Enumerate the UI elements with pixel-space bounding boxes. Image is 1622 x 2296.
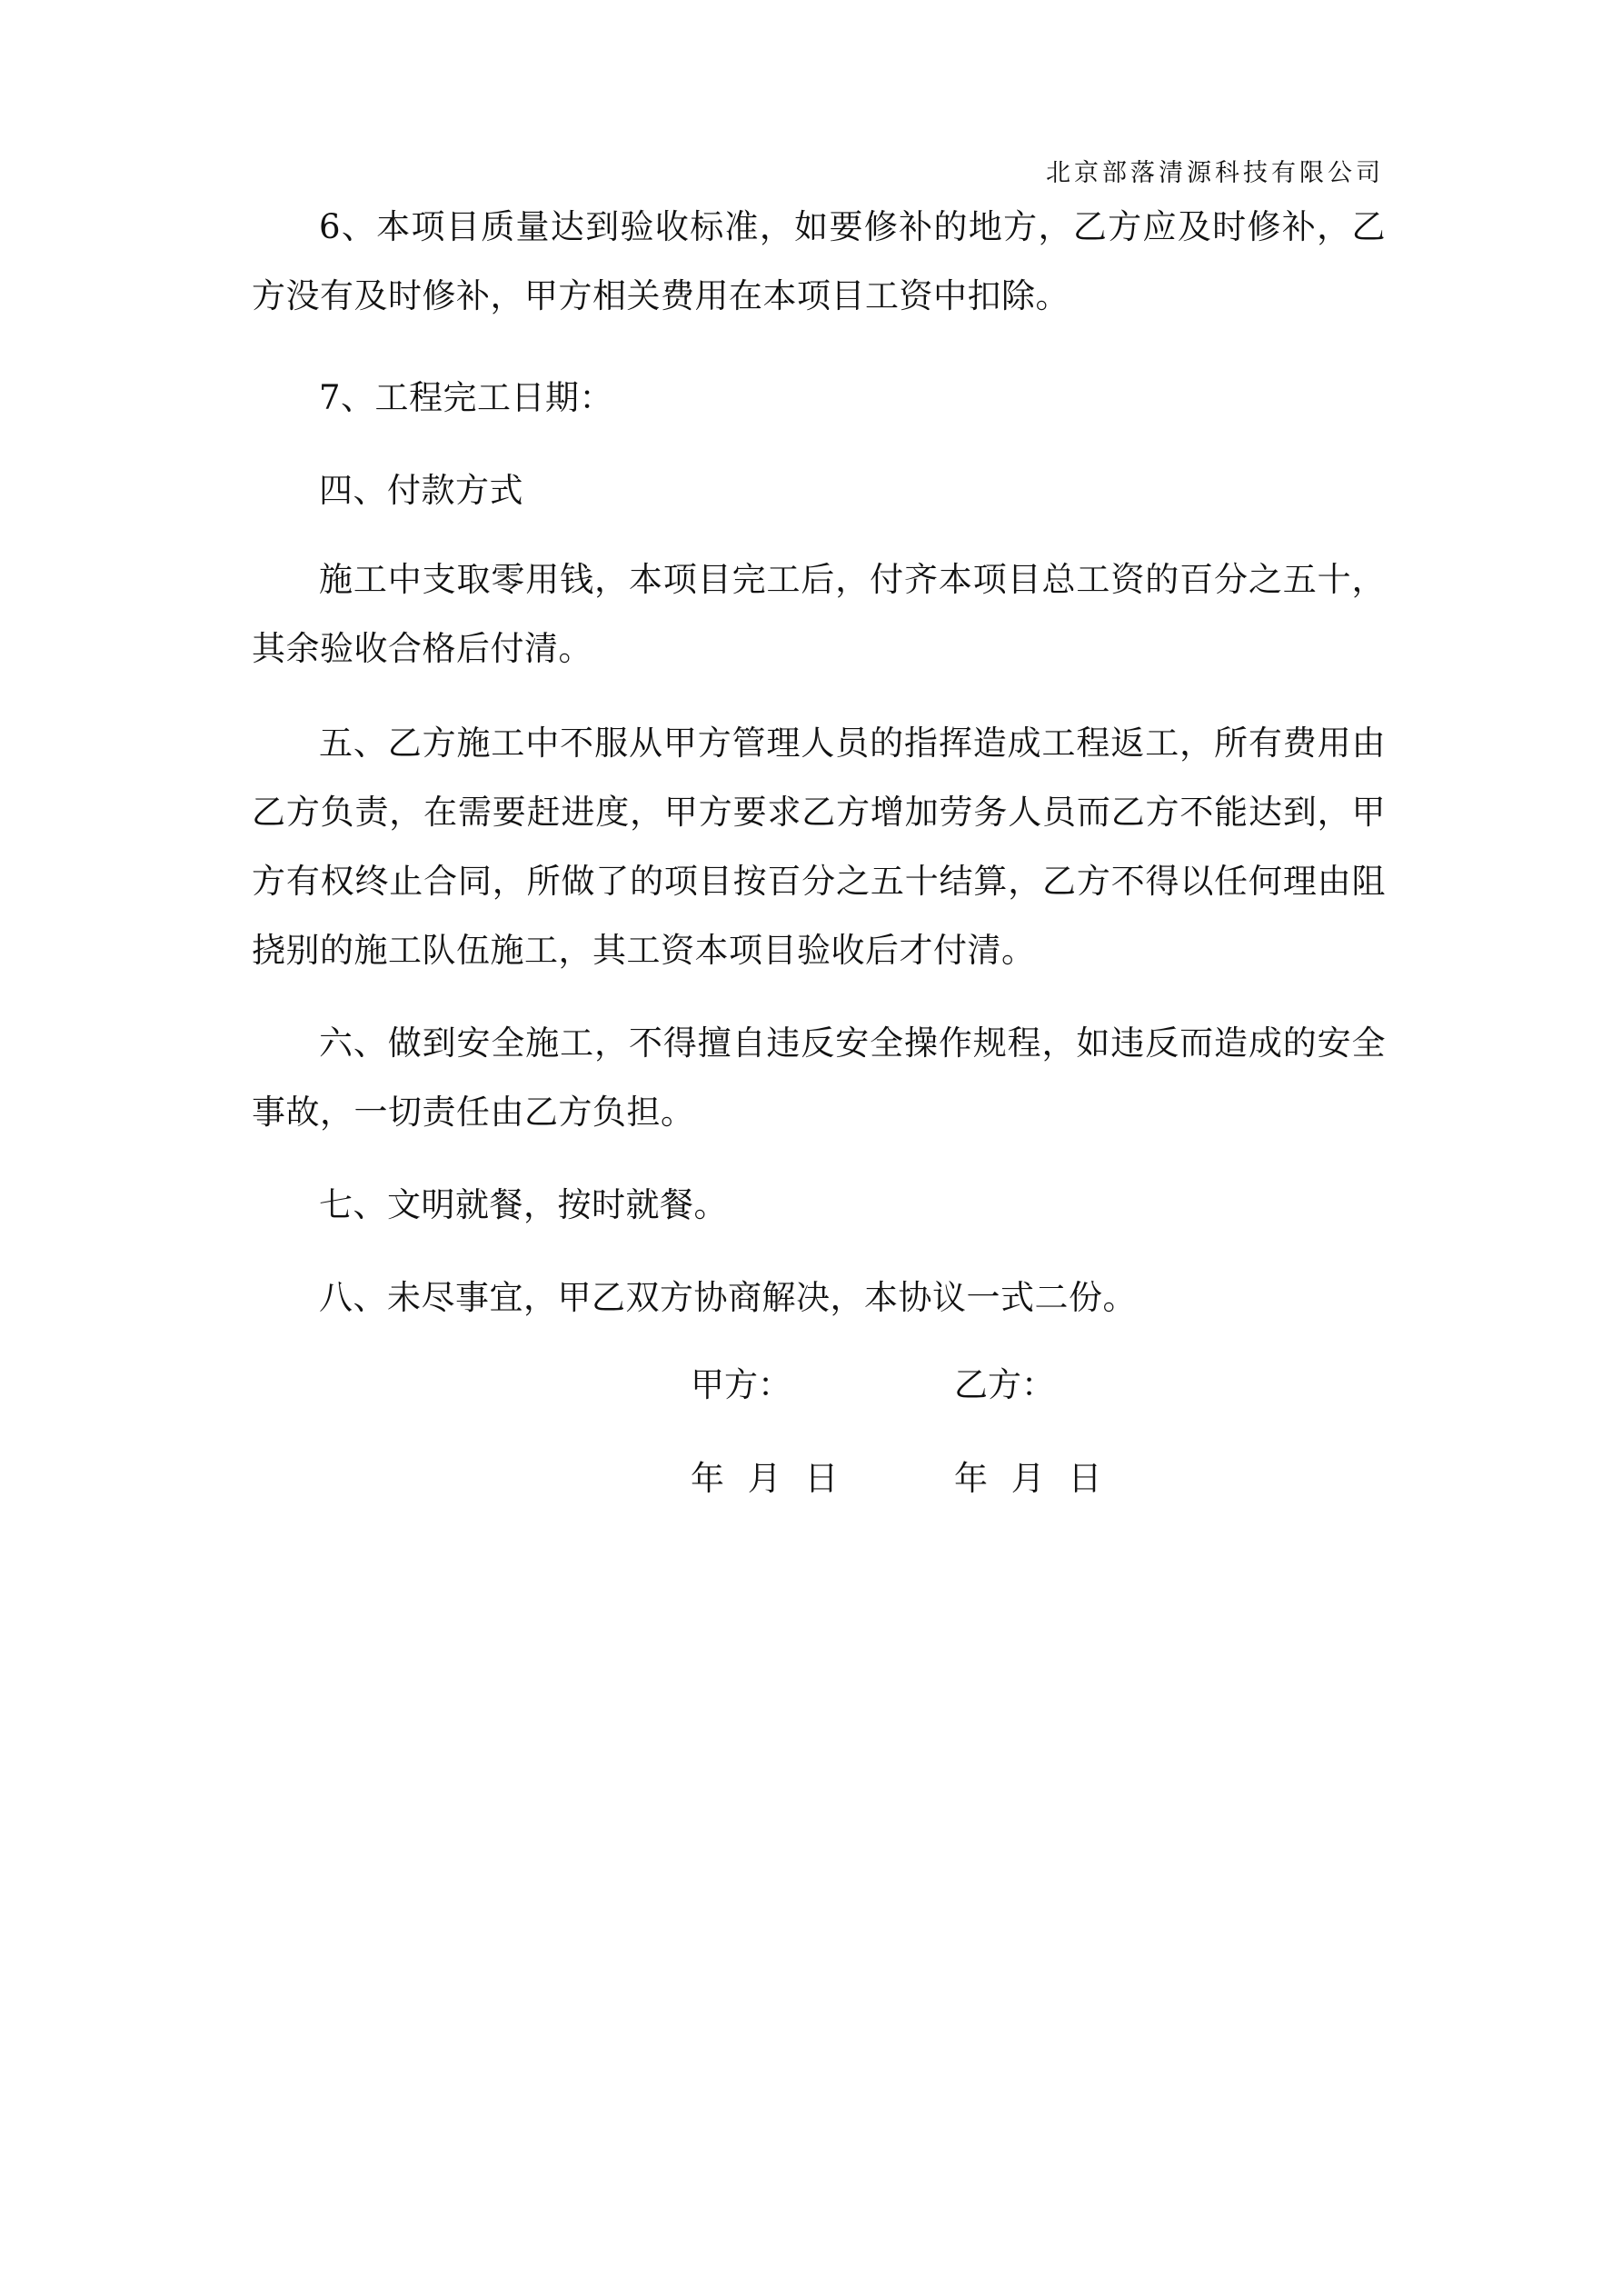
party-a-date: 年 月 日 <box>691 1459 839 1498</box>
party-b-date: 年 月 日 <box>954 1459 1102 1498</box>
company-header: 北京部落清源科技有限公司 <box>1046 159 1384 187</box>
clause-section-eight: 八、未尽事宜，甲乙双方协商解决，本协议一式二份。 <box>319 1278 1137 1317</box>
clause-section-seven: 七、文明就餐，按时就餐。 <box>319 1185 728 1224</box>
party-a-label: 甲方： <box>691 1365 791 1404</box>
clause-completion-date: 7、工程完工日期： <box>319 378 614 417</box>
clause-payment-terms: 施工中支取零用钱，本项目完工后，付齐本项目总工资的百分之五十，其余验收合格后付清。 <box>252 560 1386 668</box>
section-payment-heading: 四、付款方式 <box>319 471 523 510</box>
clause-section-six: 六、做到安全施工，不得擅自违反安全操作规程，如违反而造成的安全事故，一切责任由乙方负担。 <box>252 1023 1386 1132</box>
clause-quality-repair: 6、本项目质量达到验收标准，如要修补的地方，乙方应及时修补，乙方没有及时修补，甲方相关费用在本项目工资中扣除。 <box>252 207 1386 315</box>
party-b-label: 乙方： <box>954 1365 1055 1404</box>
clause-section-five: 五、乙方施工中不服从甲方管理人员的指挥造成工程返工，所有费用由乙方负责，在需要赶进度，甲方要求乙方增加劳务人员而乙方不能达到，甲方有权终止合同，所做了的项目按百分之五十结算，乙方不得以任何理由阻挠别的施工队伍施工，其工资本项目验收后才付清。 <box>252 724 1386 970</box>
